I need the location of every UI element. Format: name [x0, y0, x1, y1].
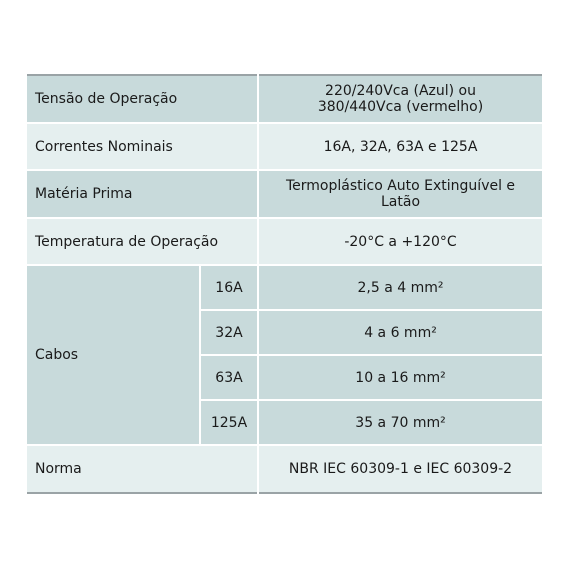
cabos-current: 32A — [200, 310, 258, 355]
label-materia: Matéria Prima — [27, 170, 258, 218]
table-row-tensao — [27, 75, 542, 123]
cabos-current: 125A — [200, 400, 258, 445]
label-cabos: Cabos — [27, 265, 200, 445]
table-row-materia — [27, 170, 542, 218]
cabos-section: 10 a 16 mm² — [258, 355, 542, 400]
table-row-temperatura — [27, 218, 542, 265]
table-row-correntes — [27, 123, 542, 170]
spec-table — [27, 74, 542, 494]
label-correntes: Correntes Nominais — [27, 123, 258, 170]
label-temperatura: Temperatura de Operação — [27, 218, 258, 265]
value-tensao-line1: 220/240Vca (Azul) ou — [325, 83, 476, 99]
label-tensao: Tensão de Operação — [27, 75, 258, 123]
value-norma: NBR IEC 60309-1 e IEC 60309-2 — [288, 461, 513, 477]
cabos-current: 16A — [200, 265, 258, 310]
value-materia-line1: Termoplástico Auto Extinguível e — [285, 178, 516, 194]
label-norma: Norma — [27, 445, 258, 493]
table-row-norma — [27, 445, 542, 493]
cabos-section: 2,5 a 4 mm² — [258, 265, 542, 310]
value-correntes: 16A, 32A, 63A e 125A — [258, 123, 542, 170]
value-tensao-line2: 380/440Vca (vermelho) — [317, 99, 484, 115]
table-row-cabos-16a — [27, 265, 542, 310]
cabos-current: 63A — [200, 355, 258, 400]
value-temperatura: -20°C a +120°C — [258, 218, 542, 265]
cabos-section: 4 a 6 mm² — [258, 310, 542, 355]
cabos-section: 35 a 70 mm² — [258, 400, 542, 445]
value-tensao — [258, 75, 542, 123]
value-materia — [258, 170, 542, 218]
value-materia-line2: Latão — [381, 194, 421, 210]
